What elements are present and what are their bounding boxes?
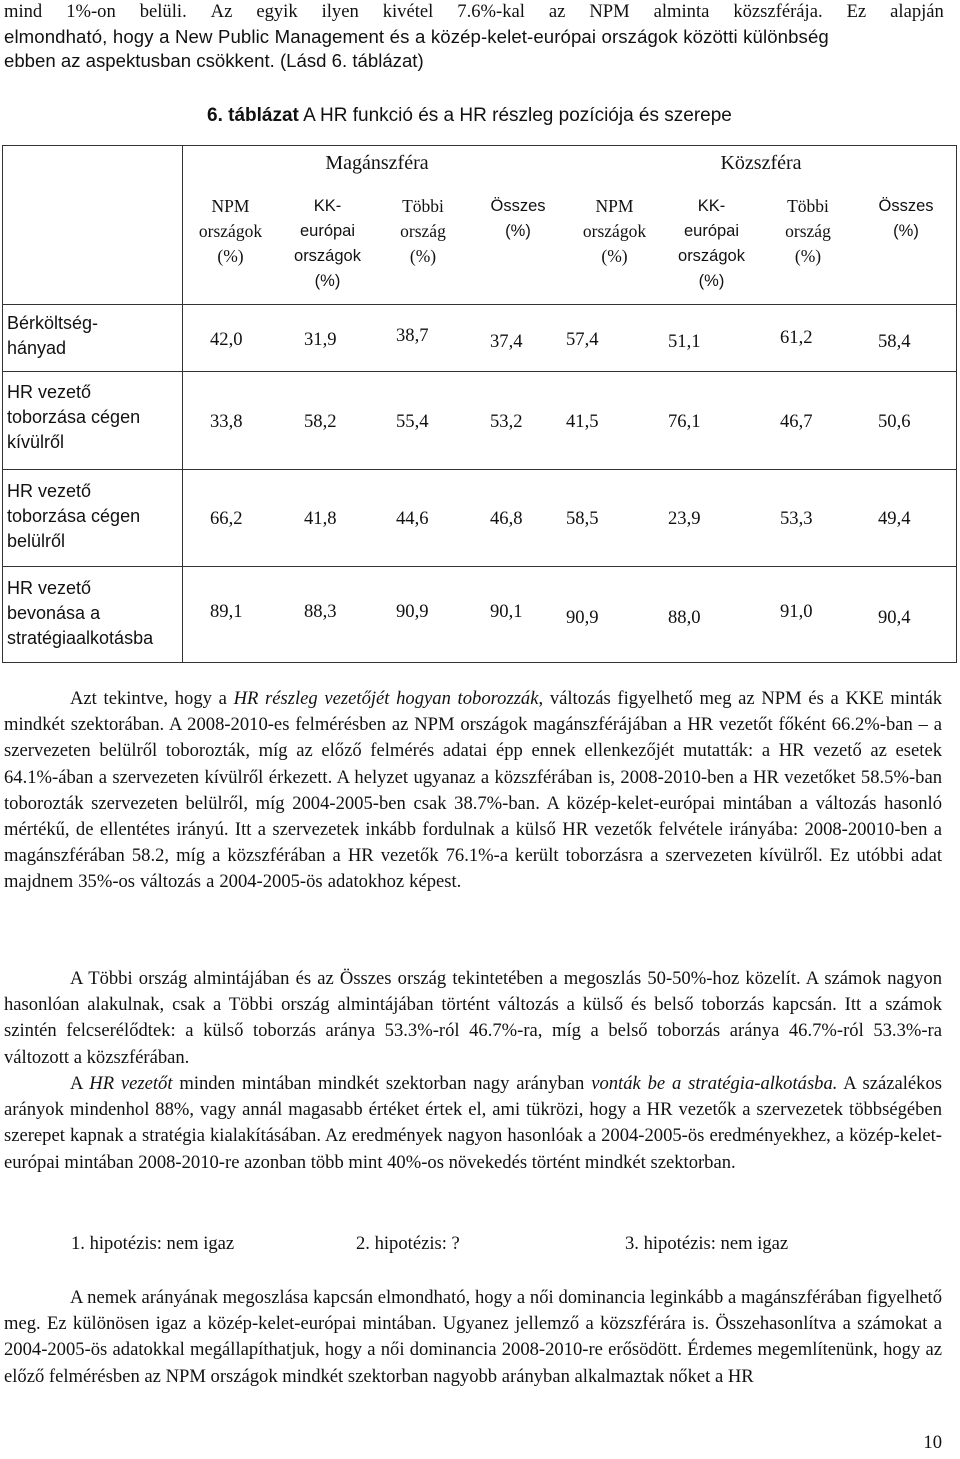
intro-word: kivétel — [382, 1, 434, 22]
column-header-line: (%) — [409, 246, 437, 266]
column-header — [663, 194, 760, 294]
table-cell: 46,8 — [490, 508, 523, 529]
table-cell: 41,5 — [566, 411, 599, 432]
table-cell: 89,1 — [210, 601, 243, 622]
row-label-line: toborzása cégen — [7, 407, 141, 427]
column-header-line: ország — [400, 221, 446, 241]
p3-italic-1: HR vezetőt — [89, 1073, 173, 1094]
table-cell: 49,4 — [878, 508, 911, 529]
group-header-public: Közszféra — [720, 152, 802, 174]
column-header-line: országok — [294, 247, 361, 265]
intro-word: Az — [210, 1, 233, 22]
table-cell: 57,4 — [566, 329, 599, 350]
table-cell: 51,1 — [668, 331, 701, 352]
row-label-line: hányad — [7, 338, 67, 358]
table-cell: 42,0 — [210, 329, 243, 350]
row-label — [7, 479, 172, 554]
table-cell: 38,7 — [396, 325, 429, 346]
table-cell: 58,5 — [566, 508, 599, 529]
table-cell: 55,4 — [396, 411, 429, 432]
column-header-line: NPM — [595, 196, 634, 216]
table-cell: 90,9 — [566, 607, 599, 628]
row-label-line: Bérköltség- — [7, 313, 99, 333]
table-cell: 90,9 — [396, 601, 429, 622]
column-header-line: (%) — [794, 246, 822, 266]
column-header-line: (%) — [601, 246, 628, 266]
table-cell: 90,1 — [490, 601, 523, 622]
column-header-line: Összes — [878, 197, 934, 215]
table-cell: 23,9 — [668, 508, 701, 529]
intro-word: 7.6%-kal — [457, 1, 525, 22]
intro-word: alminta — [653, 1, 710, 22]
intro-word: az — [548, 1, 566, 22]
p3-text-c: A százalékos arányok mindenhol 88%, vagy annál magasabb értéket értek el, ami tükrözi, hogy a HR vezetők a szervezetek többségében szerepet kapnak a stratégia kialakításában. Az eredmények nagyon hasonlóak a 2004-2005-ös eredményekhez, a közép-kelet-európai mintában 2008-2010-re azonban több mint 40%-os növekedés történt mindkét szektorban. — [4, 1073, 942, 1173]
column-header — [279, 194, 376, 294]
row-label — [7, 311, 172, 361]
column-header — [760, 194, 856, 269]
intro-line-1 — [4, 0, 944, 25]
row-label-line: kívülről — [7, 432, 65, 452]
row-label-line: toborzása cégen — [7, 506, 141, 526]
table-cell: 53,2 — [490, 411, 523, 432]
intro-word: alapján — [890, 1, 944, 22]
page-number: 10 — [923, 1432, 942, 1453]
intro-line-3 — [4, 49, 944, 74]
row-label-line: HR vezető — [7, 578, 92, 598]
intro-line-2-text: elmondható, hogy a New Public Management és a közép-kelet-európai országok közötti különbség — [4, 25, 829, 47]
table-caption — [207, 105, 732, 127]
row-label-line: bevonása a — [7, 603, 101, 623]
paragraph-3 — [4, 1071, 942, 1176]
column-header — [566, 194, 663, 269]
table-cell: 37,4 — [490, 331, 523, 352]
p3-italic-2: vonták be a stratégia-alkotásba. — [591, 1073, 838, 1094]
table-cell: 46,7 — [780, 411, 813, 432]
column-header — [856, 194, 956, 244]
column-header-line: Többi — [402, 196, 444, 216]
intro-word: belüli. — [139, 1, 187, 22]
column-header-line: (%) — [505, 222, 531, 240]
intro-paragraph — [4, 0, 944, 74]
paragraph-4: A nemek arányának megoszlása kapcsán elmondható, hogy a női dominancia leginkább a magánszférában figyelhető meg. Ez különösen igaz a közép-kelet-európai mintában. Ugyanez jellemző a közszférára is. Összehasonlítva a számokat a 2004-2005-ös adatokkal megállapíthatjuk, hogy a női dominancia 2008-2010-re erősödött. Érdemes megemlítenünk, hogy az előző felmérésben az NPM országok mindkét szektorban nagyobb arányban alkalmaztak nőket a HR — [4, 1287, 942, 1387]
row-label-line: HR vezető — [7, 481, 92, 501]
intro-word: egyik — [256, 1, 298, 22]
intro-word: mind — [4, 1, 43, 22]
intro-word: közszférája. — [733, 1, 823, 22]
table-row-divider — [3, 566, 956, 567]
intro-line-3-text: ebben az aspektusban csökkent. (Lásd 6. táblázat) — [4, 50, 424, 71]
table-cell: 58,2 — [304, 411, 337, 432]
row-label — [7, 380, 172, 455]
column-header-line: országok — [582, 221, 647, 241]
intro-word: 1%-on — [66, 1, 116, 22]
intro-word: NPM — [589, 1, 630, 22]
column-header — [470, 194, 566, 244]
row-label — [7, 576, 172, 651]
table-cell: 90,4 — [878, 607, 911, 628]
column-header — [182, 194, 279, 269]
p1-text-a: Azt tekintve, hogy a — [70, 688, 234, 709]
p3-text-b: minden mintában mindkét szektorban nagy arányban — [172, 1073, 592, 1094]
table-cell: 61,2 — [780, 327, 813, 348]
column-header-line: európai — [299, 222, 356, 240]
column-header-line: (%) — [698, 272, 725, 290]
column-header-line: európai — [683, 222, 740, 240]
table-cell: 31,9 — [304, 329, 337, 350]
table-cell: 88,3 — [304, 601, 337, 622]
table-caption-number: 6. táblázat — [207, 105, 299, 126]
table-cell: 33,8 — [210, 411, 243, 432]
table-cell: 88,0 — [668, 607, 701, 628]
table-row-divider — [3, 469, 956, 470]
table-cell: 58,4 — [878, 331, 911, 352]
group-header-private: Magánszféra — [325, 152, 429, 174]
table-cell: 91,0 — [780, 601, 813, 622]
row-label-line: stratégiaalkotásba — [7, 628, 154, 648]
paragraph-2: A Többi ország almintájában és az Összes ország tekintetében a megoszlás 50-50%-hoz közelít. A számok nagyon hasonlóan alakulnak, csak a Többi ország almintájában történt változás a külső és belső toborzás kapcsán. Itt a számok szintén felcserélődtek: a külső toborzás aránya 53.3%-ról 46.7%-ra, míg a belső toborzás aránya 46.7%-ról 53.3%-ra változott a közszférában. — [4, 968, 942, 1068]
column-header-line: KK- — [313, 197, 342, 215]
column-header-line: országok — [678, 247, 745, 265]
intro-word: ilyen — [321, 1, 359, 22]
column-header-line: (%) — [893, 222, 919, 240]
paragraph-1 — [4, 686, 942, 896]
column-header-line: NPM — [211, 196, 250, 216]
column-header-line: ország — [785, 221, 831, 241]
table-cell: 66,2 — [210, 508, 243, 529]
table-caption-text: A HR funkció és a HR részleg pozíciója és szerepe — [298, 105, 732, 126]
column-header — [376, 194, 470, 269]
table-cell: 53,3 — [780, 508, 813, 529]
hypothesis-1: 1. hipotézis: nem igaz — [71, 1233, 235, 1254]
p1-text-b: , változás figyelhető meg az NPM és a KKE minták mindkét szektorában. A 2008-2010-es felmérésben az NPM országok magánszférájában a HR vezetőt főként 66.2%-ban – a szervezeten belülről toborozták, míg az előző felmérés adatai épp ennek ellenkezőjét mutatták: a HR vezető az esetek 64.1%-ában a szervezeten kívülről érkezett. A helyzet ugyanaz a közszférában is, 2008-2010-ben a HR vezetőket 58.5%-ban toborozták szervezeten belülről, míg 2004-2005-ben csak 38.7%-ban. A közép-kelet-európai mintában a változás hasonló mértékű, de ellentétes irányú. Itt a szervezetek inkább fordulnak a külső HR vezetők felvétele irányába: 2008-20010-ben a magánszférában 58.2, míg a közszférában a HR vezetők 76.1%-a került toborzásra a szervezeten kívülről. Ez utóbbi adat majdnem 35%-os változás a 2004-2005-ös adatokhoz képest. — [4, 688, 943, 893]
hypothesis-3: 3. hipotézis: nem igaz — [625, 1233, 789, 1254]
row-label-line: HR vezető — [7, 382, 92, 402]
table-cell: 44,6 — [396, 508, 429, 529]
column-header-line: (%) — [217, 246, 244, 266]
intro-word: Ez — [846, 1, 867, 22]
hypothesis-2: 2. hipotézis: ? — [356, 1233, 460, 1254]
column-header-line: országok — [198, 221, 263, 241]
p1-italic: HR részleg vezetőjét hogyan toborozzák — [233, 688, 539, 709]
intro-line-2 — [4, 25, 944, 50]
column-header-line: Többi — [787, 196, 829, 216]
column-header-line: KK- — [697, 197, 726, 215]
row-label-line: belülről — [7, 531, 66, 551]
table-row-divider — [3, 371, 956, 372]
column-header-line: Összes — [490, 197, 546, 215]
column-header-line: (%) — [314, 272, 341, 290]
p3-text-a: A — [70, 1073, 90, 1094]
hr-table — [2, 145, 957, 663]
table-cell: 50,6 — [878, 411, 911, 432]
table-header-divider — [3, 304, 956, 305]
table-cell: 41,8 — [304, 508, 337, 529]
table-cell: 76,1 — [668, 411, 701, 432]
